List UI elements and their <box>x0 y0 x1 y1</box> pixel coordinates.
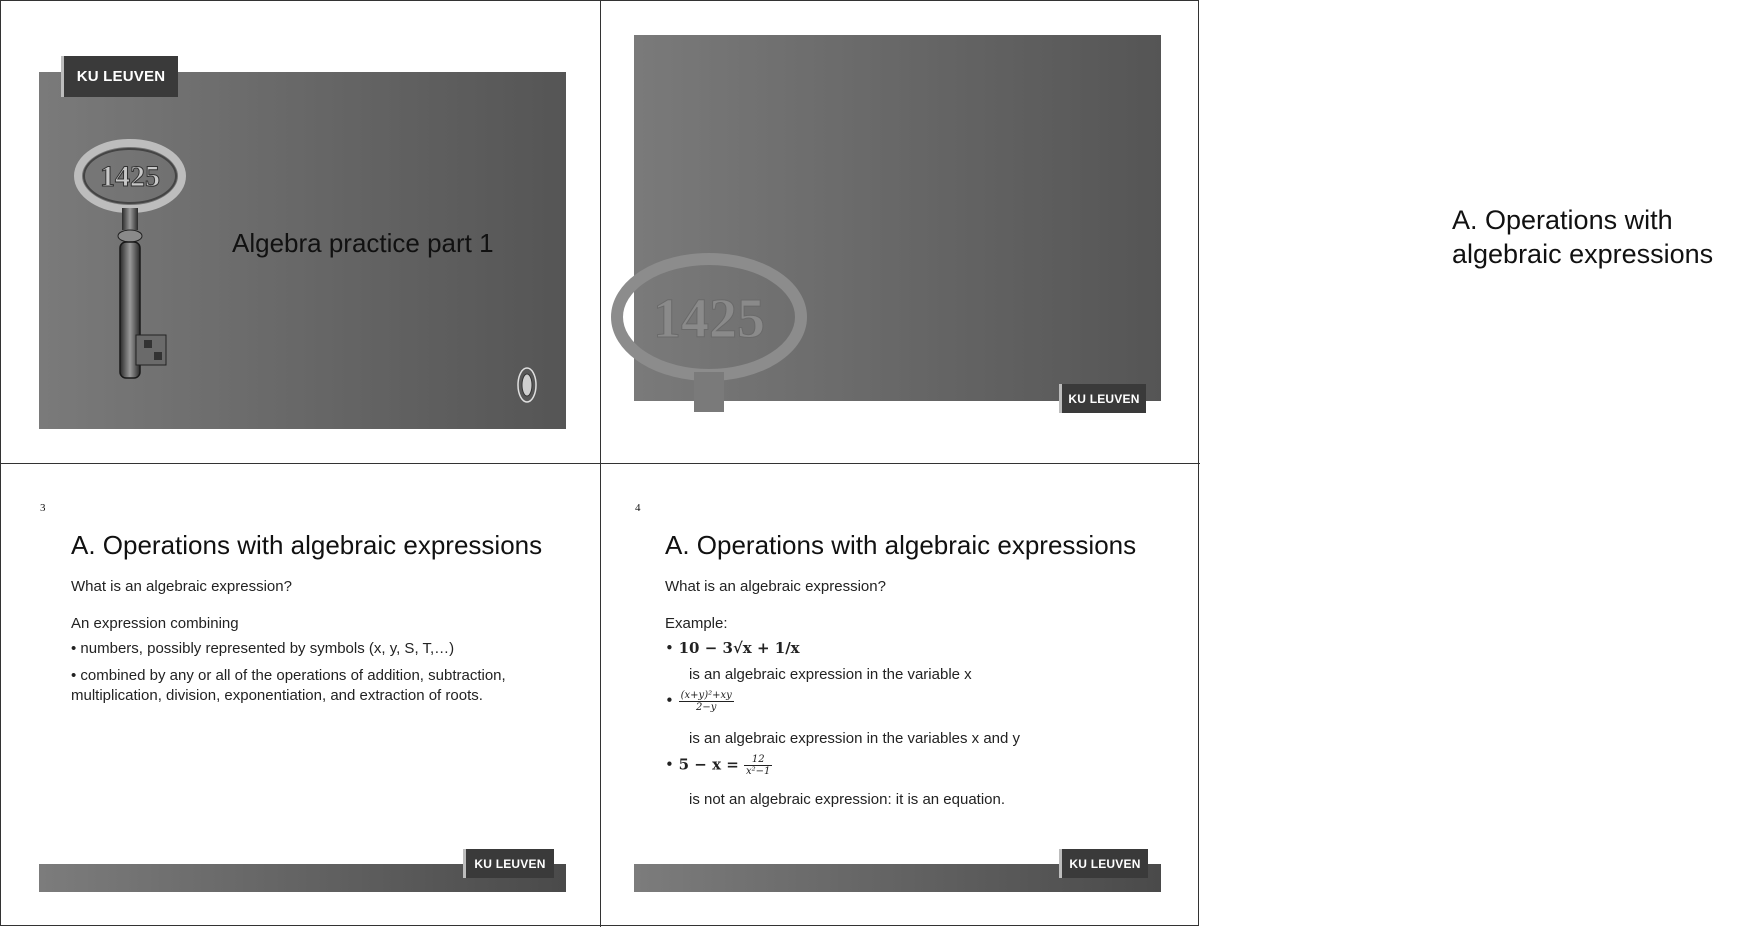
example-3-description: is not an algebraic expression: it is an equation. <box>689 791 1006 808</box>
slide-3 <box>0 464 600 927</box>
slide-3-title: A. Operations with algebraic expressions <box>71 530 543 560</box>
slide-2-title-line1: A. Operations with <box>1452 205 1673 235</box>
ku-leuven-logo: KU LEUVEN <box>1059 384 1146 413</box>
slide-2-title <box>1452 203 1752 271</box>
svg-text:1425: 1425 <box>100 160 160 193</box>
example-label: Example: <box>665 615 728 632</box>
example-3-expression: • 5 − x = $\frac{12}{\text{x²−1}}$ <box>665 754 771 777</box>
example-2-expression <box>665 690 734 713</box>
example-2-description: is an algebraic expression in the variables x and y <box>689 730 1021 747</box>
slide-1-title: Algebra practice part 1 <box>232 228 494 258</box>
ku-leuven-logo: KU LEUVEN <box>61 56 178 97</box>
slide-3-intro: An expression combining <box>71 615 239 632</box>
page-number: 3 <box>40 502 46 514</box>
ku-leuven-logo: KU LEUVEN <box>1059 849 1148 878</box>
svg-text:1425: 1425 <box>653 288 765 350</box>
slide-3-subtitle: What is an algebraic expression? <box>71 578 292 595</box>
slide-1 <box>0 0 600 463</box>
slide-4-title: A. Operations with algebraic expressions <box>665 530 1137 560</box>
faded-key-watermark <box>614 247 834 407</box>
slide-4 <box>600 464 1200 927</box>
bullet: • <box>665 755 679 774</box>
slide-2 <box>600 0 1714 463</box>
example-1-expression: • 10 − 3√x + 1/x <box>665 639 800 657</box>
slide-2-title-line2: algebraic expressions <box>1452 239 1714 269</box>
university-seal-icon <box>516 365 538 405</box>
example-1-description: is an algebraic expression in the variable x <box>689 666 972 683</box>
slide-3-bullet-1: • numbers, possibly represented by symbols (x, y, S, T,…) <box>71 640 455 657</box>
page-number: 4 <box>635 502 641 514</box>
bullet: • <box>665 639 679 657</box>
ku-leuven-logo: KU LEUVEN <box>463 849 554 878</box>
key-image <box>74 140 194 385</box>
fraction: $\frac{12}{\text{x²−1}}$ <box>746 754 771 777</box>
bullet: • <box>665 691 679 710</box>
slide-2-background <box>634 35 1161 401</box>
fraction: $\frac{\text{(x+y)²+xy}}{2-y}$ <box>680 690 732 713</box>
slide-4-subtitle: What is an algebraic expression? <box>665 578 886 595</box>
slide-3-bullet-2: • combined by any or all of the operations of addition, subtraction, multiplication, division, exponentiation, and extraction of roots. <box>71 667 506 704</box>
